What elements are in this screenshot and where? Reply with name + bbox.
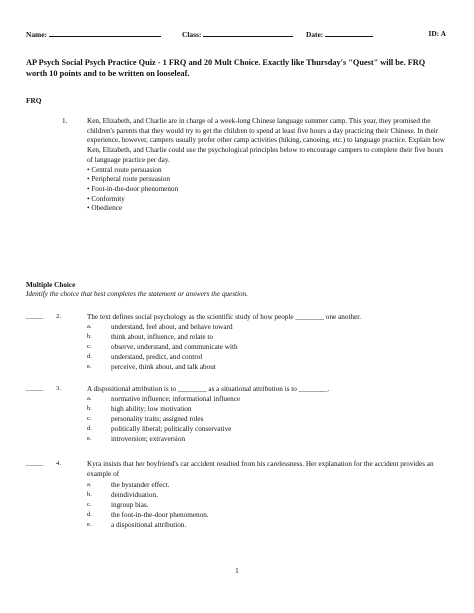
option-letter: a. xyxy=(87,395,92,402)
answer-blank: ____ xyxy=(26,460,44,468)
option-text: the foot-in-the-door phenomenon. xyxy=(111,511,209,519)
mc-heading: Multiple Choice xyxy=(26,281,76,289)
option-text: normative influence; informational influence xyxy=(111,395,241,403)
question-stem: The text defines social psychology as the scientific study of how people ________ one another. xyxy=(87,313,362,321)
date-field xyxy=(306,29,373,39)
question-stem: Kyra insists that her boyfriend's car accident resulted from his carelessness. Her explanation for the accident provides an example of xyxy=(87,460,434,478)
option-text: perceive, think about, and talk about xyxy=(111,363,216,371)
option-c xyxy=(87,342,447,352)
name-field xyxy=(26,29,161,39)
option-b xyxy=(87,332,447,342)
frq-bullet: • Obedience xyxy=(87,204,123,213)
option-e xyxy=(87,362,447,372)
option-text: understand, predict, and control xyxy=(111,353,203,361)
option-text: personality traits; assigned roles xyxy=(111,415,204,423)
option-text: observe, understand, and communicate with xyxy=(111,343,238,351)
option-letter: d. xyxy=(87,353,92,360)
name-label: Name: xyxy=(26,30,47,39)
option-text: politically liberal; politically conservative xyxy=(111,425,232,433)
option-letter: e. xyxy=(87,435,92,442)
option-letter: b. xyxy=(87,333,92,340)
frq-heading: FRQ xyxy=(26,96,42,105)
question-stem: A dispositional attribution is to ________ as a situational attribution is to ________. xyxy=(87,385,330,393)
option-letter: d. xyxy=(87,425,92,432)
frq-prompt: Ken, Elizabeth, and Charlie are in charge of a week-long Chinese language summer camp. This year, they promised the children's parents that they would try to get the children to spend at least five hours a day practicing their Chinese. In their experience, however, campers usually prefer other camp activities (hiking, canoeing, etc.) to language practice. Explain how Ken, Elizabeth, and Charlie could use the psychological principles below to encourage campers to complete their five hours of language practice per day. xyxy=(87,117,445,164)
option-letter: c. xyxy=(87,501,92,508)
option-letter: d. xyxy=(87,511,92,518)
option-list xyxy=(87,322,447,372)
quiz-title: AP Psych Social Psych Practice Quiz - 1 FRQ and 20 Mult Choice. Exactly like Thursday's "Quest" will be. FRQ worth 10 points and to be written on looseleaf. xyxy=(26,58,426,78)
option-text: deindividuation. xyxy=(111,491,158,499)
class-line xyxy=(203,29,293,37)
option-text: ingroup bias. xyxy=(111,501,149,509)
option-e xyxy=(87,520,447,530)
frq-bullet: • Peripheral route persuasion xyxy=(87,175,170,184)
option-d xyxy=(87,424,447,434)
answer-blank: ____ xyxy=(26,313,44,321)
frq-number: 1. xyxy=(62,117,68,125)
option-letter: e. xyxy=(87,363,92,370)
date-label: Date: xyxy=(306,30,324,39)
option-d xyxy=(87,510,447,520)
option-letter: b. xyxy=(87,405,92,412)
student-info-header xyxy=(26,29,446,41)
option-a xyxy=(87,322,447,332)
option-e xyxy=(87,434,447,444)
frq-bullet: • Central route persuasion xyxy=(87,165,162,174)
option-letter: a. xyxy=(87,323,92,330)
option-list xyxy=(87,394,447,444)
class-label: Class: xyxy=(182,30,202,39)
answer-blank: ____ xyxy=(26,385,44,393)
option-text: think about, influence, and relate to xyxy=(111,333,213,341)
frq-body xyxy=(87,117,447,214)
option-b xyxy=(87,404,447,414)
mc-section-header xyxy=(26,281,248,299)
date-line xyxy=(325,29,373,37)
name-line xyxy=(49,29,161,37)
page-number: 1 xyxy=(235,566,239,575)
option-c xyxy=(87,500,447,510)
mc-instructions: Identify the choice that best completes the statement or answers the question. xyxy=(26,290,248,298)
option-letter: e. xyxy=(87,521,92,528)
option-letter: b. xyxy=(87,491,92,498)
class-field xyxy=(182,29,293,39)
option-letter: c. xyxy=(87,343,92,350)
option-text: understand, feel about, and behave toward xyxy=(111,323,233,331)
question-number: 4. xyxy=(56,460,62,467)
option-text: a dispositional attribution. xyxy=(111,521,187,529)
frq-bullet-list xyxy=(87,166,447,215)
option-text: introversion; extraversion xyxy=(111,435,186,443)
option-a xyxy=(87,480,447,490)
option-text: high ability; low motivation xyxy=(111,405,192,413)
frq-bullet: • Foot-in-the-door phenomenon xyxy=(87,184,179,193)
option-text: the bystander effect. xyxy=(111,481,170,489)
id-label: ID: A xyxy=(428,29,446,38)
option-d xyxy=(87,352,447,362)
option-c xyxy=(87,414,447,424)
option-letter: a. xyxy=(87,481,92,488)
option-a xyxy=(87,394,447,404)
option-list xyxy=(87,480,447,530)
question-number: 2. xyxy=(56,313,62,320)
question-number: 3. xyxy=(56,385,62,392)
option-b xyxy=(87,490,447,500)
frq-bullet: • Conformity xyxy=(87,194,125,203)
option-letter: c. xyxy=(87,415,92,422)
